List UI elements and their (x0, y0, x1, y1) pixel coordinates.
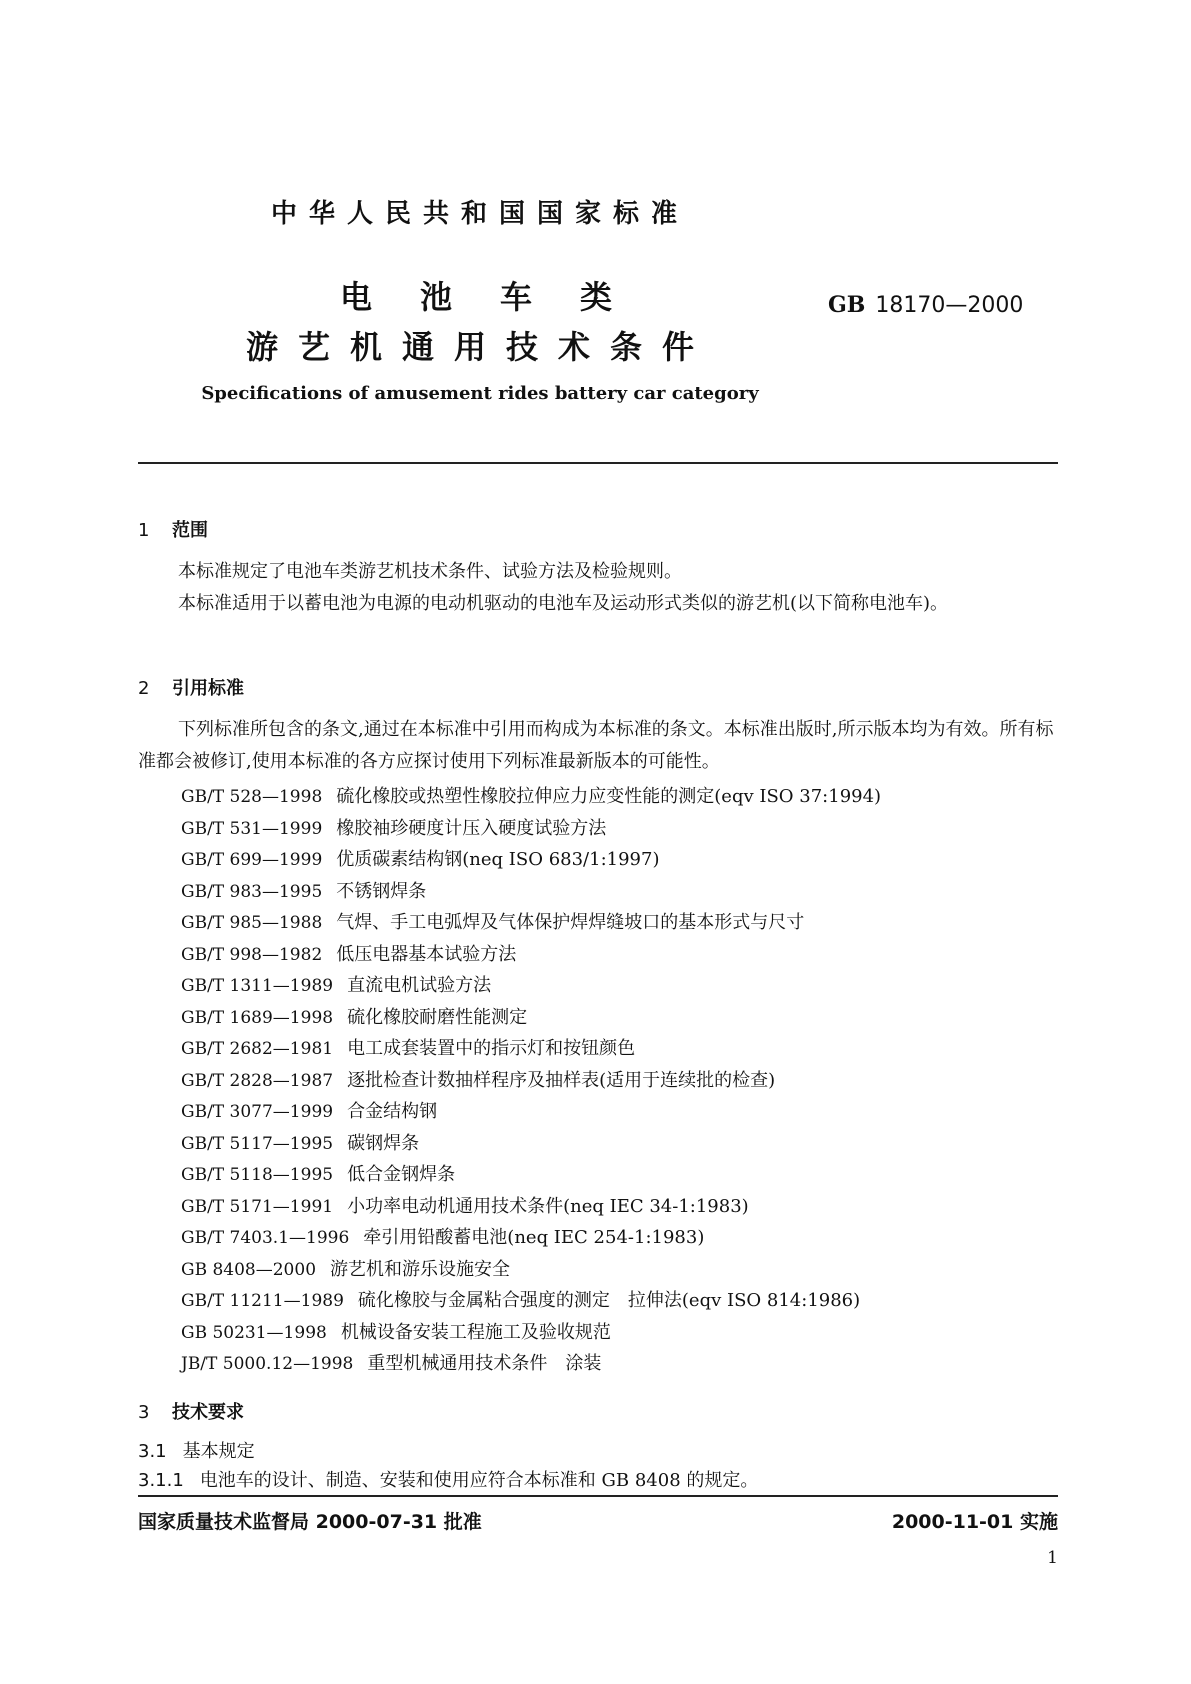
reference-item (181, 1097, 437, 1123)
reference-code: GB/T 2828—1987 (181, 1071, 334, 1091)
reference-code: GB/T 2682—1981 (181, 1039, 334, 1059)
standard-number (828, 292, 1023, 318)
section-heading-2 (138, 674, 244, 700)
reference-title: 橡胶袖珍硬度计压入硬度试验方法 (336, 818, 607, 839)
reference-title: 游艺机和游乐设施安全 (330, 1259, 511, 1280)
reference-title: 牵引用铅酸蓄电池(neq IEC 254-1:1983) (363, 1227, 705, 1248)
reference-title: 硫化橡胶或热塑性橡胶拉伸应力应变性能的测定(eqv ISO 37:1994) (336, 786, 882, 807)
reference-title: 不锈钢焊条 (336, 881, 427, 902)
reference-item (181, 1349, 601, 1375)
reference-item (181, 1003, 527, 1029)
section-number: 2 (138, 678, 150, 699)
reference-item (181, 1223, 704, 1249)
section-title: 技术要求 (172, 1402, 244, 1423)
standard-code: 18170—2000 (875, 293, 1024, 318)
page-number: 1 (1047, 1548, 1058, 1568)
section-number: 1 (138, 520, 150, 541)
reference-code: JB/T 5000.12—1998 (181, 1354, 354, 1374)
reference-code: GB/T 5171—1991 (181, 1197, 334, 1217)
subsection-number: 3.1 (138, 1441, 167, 1462)
reference-item (181, 782, 881, 808)
section-title: 引用标准 (172, 678, 244, 699)
approval-line: 国家质量技术监督局 2000-07-31 批准 (138, 1511, 482, 1533)
reference-code: GB/T 1689—1998 (181, 1008, 334, 1028)
reference-code: GB/T 531—1999 (181, 819, 323, 839)
national-title: 中华人民共和国国家标准 (270, 199, 689, 229)
paragraph: 本标准适用于以蓄电池为电源的电动机驱动的电池车及运动形式类似的游艺机(以下简称电池车)。 (178, 593, 949, 614)
effective-date: 2000-11-01 实施 (891, 1511, 1058, 1533)
reference-item (181, 814, 606, 840)
reference-title: 合金结构钢 (347, 1101, 438, 1122)
reference-code: GB 8408—2000 (181, 1260, 317, 1280)
reference-code: GB/T 998—1982 (181, 945, 323, 965)
reference-title: 碳钢焊条 (347, 1133, 420, 1154)
reference-title: 直流电机试验方法 (347, 975, 492, 996)
reference-code: GB/T 985—1988 (181, 913, 323, 933)
standard-prefix: GB (828, 292, 866, 318)
reference-item (181, 940, 516, 966)
header-divider (138, 462, 1058, 464)
reference-title: 机械设备安装工程施工及验收规范 (340, 1322, 611, 1343)
reference-item (181, 1255, 510, 1281)
reference-item (181, 1318, 611, 1344)
reference-code: GB/T 11211—1989 (181, 1291, 344, 1311)
reference-item (181, 971, 491, 997)
paragraph: 本标准规定了电池车类游艺机技术条件、试验方法及检验规则。 (178, 561, 682, 582)
reference-title: 硫化橡胶耐磨性能测定 (347, 1007, 528, 1028)
document-title-line-2: 游艺机通用技术条件 (245, 328, 714, 366)
reference-item (181, 1129, 419, 1155)
reference-code: GB/T 983—1995 (181, 882, 323, 902)
footer-divider (138, 1495, 1058, 1497)
section-heading-1 (138, 516, 208, 542)
reference-code: GB/T 5118—1995 (181, 1165, 334, 1185)
subsection-text: 电池车的设计、制造、安装和使用应符合本标准和 GB 8408 的规定。 (199, 1470, 759, 1491)
reference-code: GB 50231—1998 (181, 1323, 327, 1343)
subsection (138, 1466, 758, 1492)
reference-title: 硫化橡胶与金属粘合强度的测定 拉伸法(eqv ISO 814:1986) (357, 1290, 861, 1311)
reference-item (181, 1034, 635, 1060)
reference-code: GB/T 5117—1995 (181, 1134, 334, 1154)
reference-title: 逐批检查计数抽样程序及抽样表(适用于连续批的检查) (347, 1070, 776, 1091)
subsection-number: 3.1.1 (138, 1470, 184, 1491)
reference-title: 低压电器基本试验方法 (336, 944, 517, 965)
reference-item (181, 1192, 749, 1218)
reference-title: 重型机械通用技术条件 涂装 (367, 1353, 602, 1374)
english-title: Specifications of amusement rides battery car category (201, 383, 759, 404)
reference-code: GB/T 3077—1999 (181, 1102, 334, 1122)
reference-code: GB/T 7403.1—1996 (181, 1228, 350, 1248)
subsection (138, 1437, 255, 1463)
reference-item (181, 1286, 860, 1312)
reference-item (181, 845, 659, 871)
reference-item (181, 908, 804, 934)
subsection-text: 基本规定 (182, 1441, 255, 1462)
section-title: 范围 (172, 520, 208, 541)
paragraph: 下列标准所包含的条文,通过在本标准中引用而构成为本标准的条文。本标准出版时,所示版本均为有效。所有标准都会被修订,使用本标准的各方应探讨使用下列标准最新版本的可能性。 (138, 719, 1054, 772)
reference-title: 气焊、手工电弧焊及气体保护焊焊缝坡口的基本形式与尺寸 (336, 912, 805, 933)
section-number: 3 (138, 1402, 150, 1423)
reference-code: GB/T 528—1998 (181, 787, 323, 807)
reference-code: GB/T 1311—1989 (181, 976, 334, 996)
reference-item (181, 1066, 775, 1092)
reference-item (181, 877, 426, 903)
reference-title: 小功率电动机通用技术条件(neq IEC 34-1:1983) (347, 1196, 749, 1217)
reference-title: 优质碳素结构钢(neq ISO 683/1:1997) (336, 849, 660, 870)
reference-item (181, 1160, 455, 1186)
reference-code: GB/T 699—1999 (181, 850, 323, 870)
document-title-line-1: 电池车类 (339, 278, 660, 316)
section-heading-3 (138, 1398, 244, 1424)
reference-title: 低合金钢焊条 (347, 1164, 456, 1185)
reference-title: 电工成套装置中的指示灯和按钮颜色 (347, 1038, 636, 1059)
